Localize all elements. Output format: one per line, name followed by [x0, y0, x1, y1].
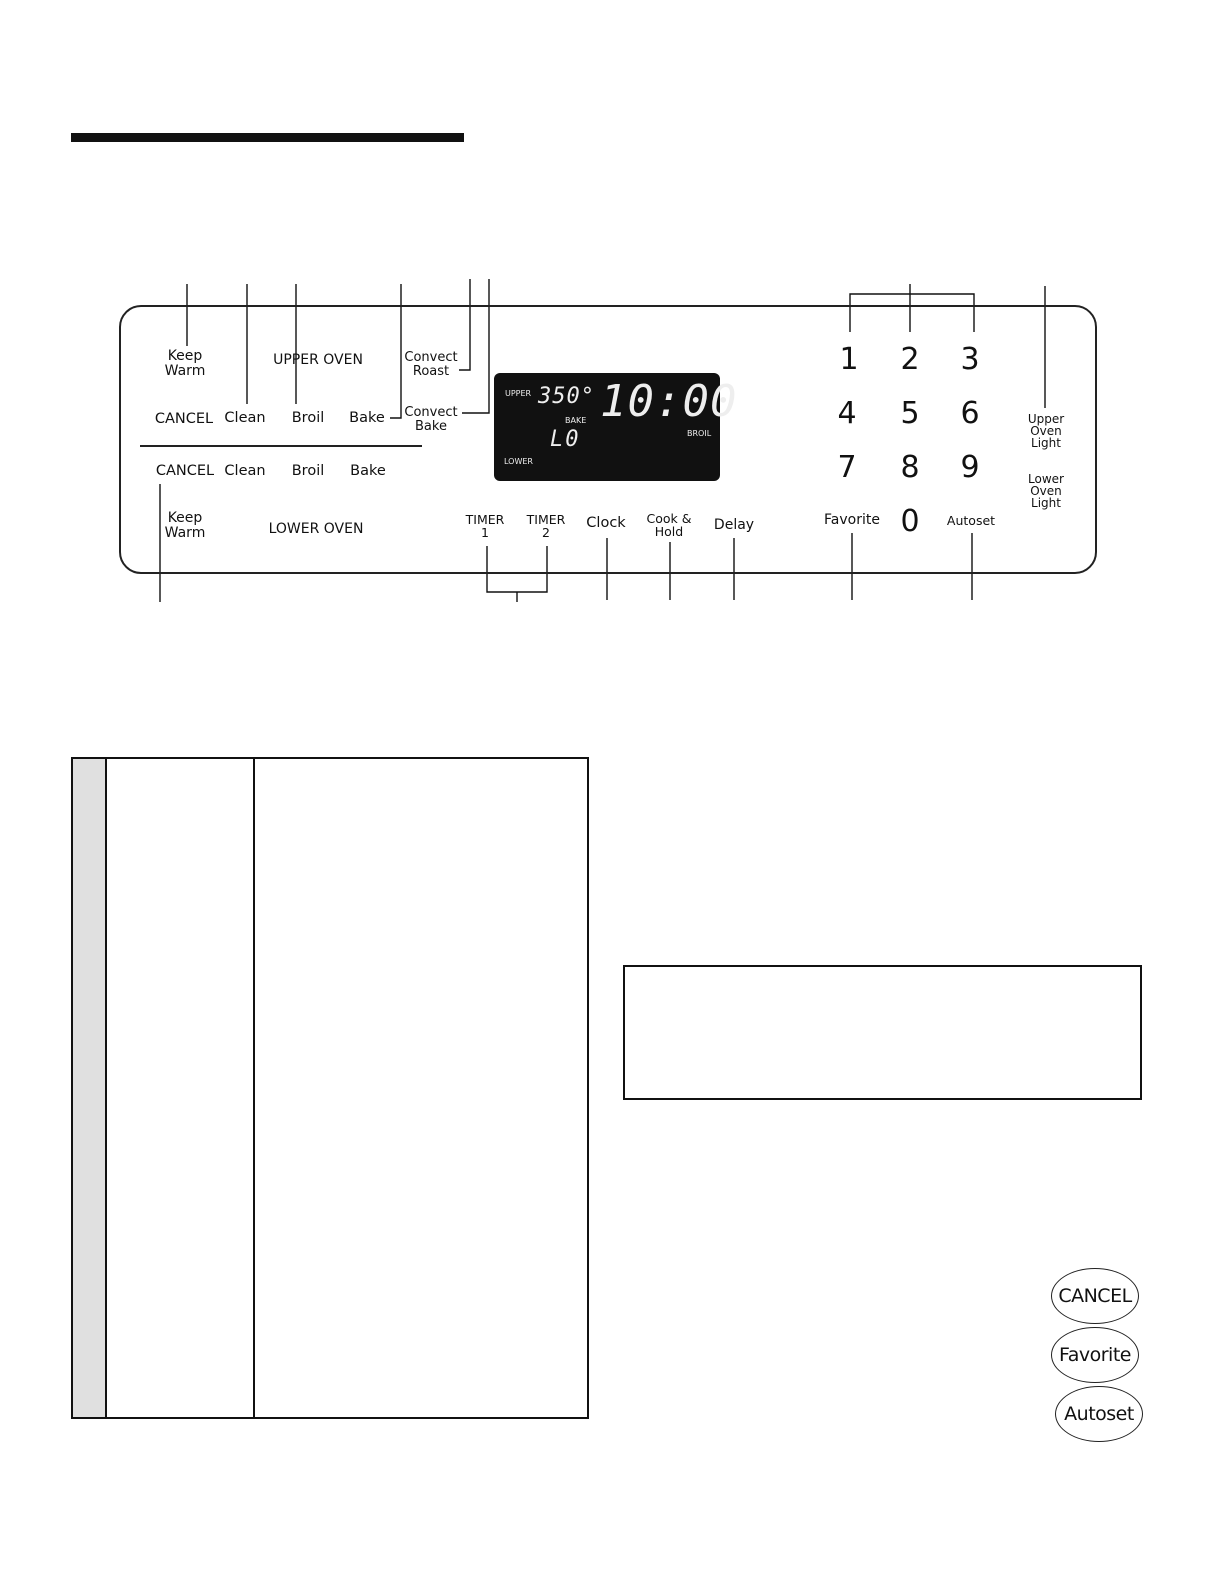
keypad-4[interactable]: 4: [837, 396, 857, 431]
lower-oven-light-label: Lower Oven Light: [1028, 472, 1064, 510]
note-box: [623, 965, 1142, 1100]
lower-keep-warm-button[interactable]: [165, 511, 206, 541]
keypad-2[interactable]: 2: [900, 342, 920, 377]
convect-roast-label: Convect Roast: [404, 350, 458, 379]
cancel-pill-button[interactable]: CANCEL: [1051, 1268, 1139, 1324]
upper-clean-button[interactable]: Clean: [224, 410, 266, 426]
display-upper-label: UPPER: [505, 389, 532, 398]
display-lower-label: LOWER: [504, 457, 533, 466]
keypad-7[interactable]: 7: [837, 450, 857, 485]
upper-oven-light-button[interactable]: [1028, 413, 1064, 449]
clock-button[interactable]: Clock: [586, 515, 626, 531]
upper-oven-label: UPPER OVEN: [273, 352, 363, 368]
timer-2-label: TIMER 2: [526, 512, 566, 540]
keypad-0[interactable]: 0: [900, 504, 920, 539]
lower-bake-button[interactable]: Bake: [350, 463, 386, 479]
display-time: 10:00: [600, 376, 738, 427]
autoset-button[interactable]: Autoset: [946, 513, 996, 528]
favorite-pill-button[interactable]: Favorite: [1051, 1327, 1139, 1383]
timer-1-label: TIMER 1: [465, 512, 505, 540]
convect-bake-label: Convect Bake: [404, 405, 458, 434]
upper-bake-button[interactable]: Bake: [349, 410, 385, 426]
favorite-button[interactable]: Favorite: [824, 512, 880, 528]
keypad-3[interactable]: 3: [960, 342, 980, 377]
display-broil-label: BROIL: [687, 429, 712, 438]
lower-cancel-button[interactable]: CANCEL: [155, 463, 215, 479]
keypad-8[interactable]: 8: [900, 450, 920, 485]
upper-cancel-button[interactable]: CANCEL: [154, 411, 214, 427]
lower-oven-light-button[interactable]: [1028, 473, 1064, 509]
keypad-9[interactable]: 9: [960, 450, 980, 485]
lower-clean-button[interactable]: Clean: [224, 463, 266, 479]
table-column-divider: [253, 759, 255, 1417]
delay-button[interactable]: Delay: [713, 517, 755, 533]
autoset-pill-button[interactable]: Autoset: [1055, 1386, 1143, 1442]
oven-section-divider: [140, 445, 422, 447]
timer-1-button[interactable]: [466, 514, 505, 539]
table-side-tab: [73, 759, 107, 1417]
upper-keep-warm-button[interactable]: [165, 349, 206, 379]
keypad-6[interactable]: 6: [960, 396, 980, 431]
timer-2-button[interactable]: [527, 514, 566, 539]
cook-hold-label: Cook & Hold: [646, 511, 692, 539]
convect-bake-button[interactable]: [404, 406, 457, 434]
upper-keep-warm-label: Keep Warm: [164, 348, 206, 379]
display-lower-setting: L0: [550, 427, 581, 452]
feature-table: [71, 757, 589, 1419]
upper-broil-button[interactable]: Broil: [291, 410, 325, 426]
keypad-5[interactable]: 5: [900, 396, 920, 431]
display-mode-label: BAKE: [565, 416, 587, 425]
cook-hold-button[interactable]: [647, 513, 692, 538]
display-upper-temp: 350°: [538, 384, 595, 409]
lower-keep-warm-label: Keep Warm: [164, 510, 206, 541]
upper-oven-light-label: Upper Oven Light: [1027, 412, 1065, 450]
lower-oven-label: LOWER OVEN: [268, 521, 364, 537]
keypad-1[interactable]: 1: [839, 342, 859, 377]
lower-broil-button[interactable]: Broil: [291, 463, 325, 479]
lcd-display: [494, 373, 738, 481]
convect-roast-button[interactable]: [404, 351, 457, 379]
